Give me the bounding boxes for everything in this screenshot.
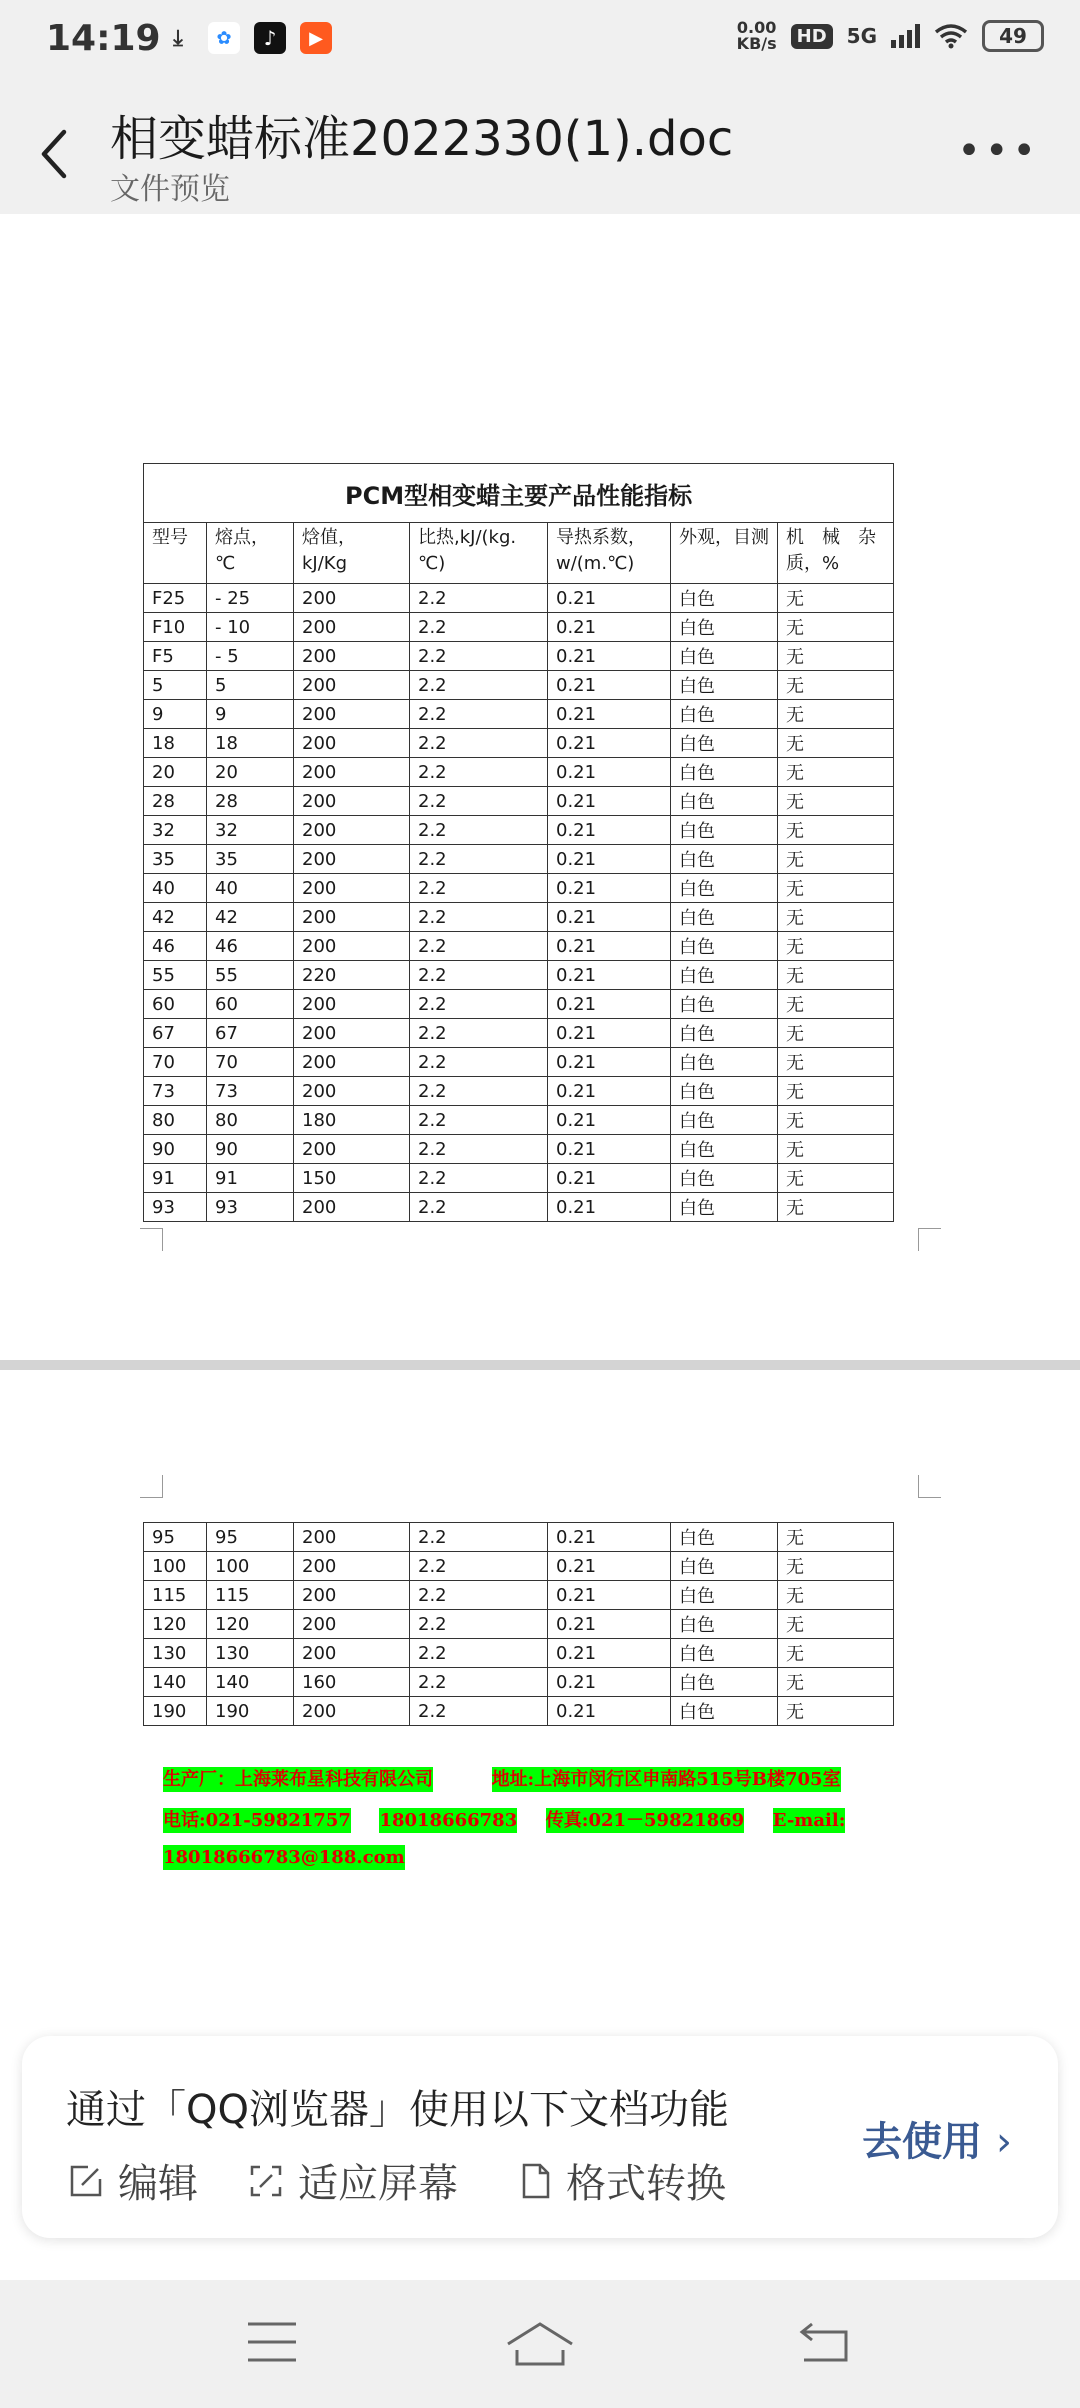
table-cell: 200 bbox=[294, 787, 410, 816]
notification-icons bbox=[162, 22, 332, 54]
mobile: 18018666783 bbox=[379, 1810, 518, 1831]
table-cell: 0.21 bbox=[548, 1523, 671, 1552]
table-cell: 0.21 bbox=[548, 1697, 671, 1726]
table-cell: 白色 bbox=[671, 1552, 778, 1581]
spec-table bbox=[143, 463, 894, 1222]
table-cell: 0.21 bbox=[548, 874, 671, 903]
chevron-left-icon[interactable] bbox=[34, 124, 74, 184]
table-cell: 无 bbox=[778, 1077, 894, 1106]
table-cell: 200 bbox=[294, 932, 410, 961]
table-row bbox=[144, 932, 894, 961]
table-cell: 2.2 bbox=[410, 845, 548, 874]
menu-icon[interactable] bbox=[246, 2320, 298, 2364]
download-icon: ⤓ bbox=[173, 25, 183, 51]
table-cell: 无 bbox=[778, 1048, 894, 1077]
table-header-row bbox=[144, 523, 894, 584]
page-divider bbox=[0, 1360, 1080, 1370]
table-cell: 32 bbox=[144, 816, 207, 845]
table-cell: 2.2 bbox=[410, 758, 548, 787]
feature-edit[interactable]: 编辑 bbox=[68, 2152, 198, 2209]
table-cell: 55 bbox=[144, 961, 207, 990]
table-cell: 0.21 bbox=[548, 1048, 671, 1077]
table-row bbox=[144, 990, 894, 1019]
table-cell: 5 bbox=[144, 671, 207, 700]
table-cell: 18 bbox=[207, 729, 294, 758]
table-row bbox=[144, 903, 894, 932]
status-time: 14:19 bbox=[46, 18, 161, 59]
table-cell: 2.2 bbox=[410, 1552, 548, 1581]
table-cell: - 25 bbox=[207, 584, 294, 613]
table-cell: 200 bbox=[294, 816, 410, 845]
table-cell: 无 bbox=[778, 787, 894, 816]
table-cell: 无 bbox=[778, 1697, 894, 1726]
table-cell: 0.21 bbox=[548, 961, 671, 990]
table-cell: 130 bbox=[144, 1639, 207, 1668]
kuaishou-icon: ▶ bbox=[300, 22, 332, 54]
table-cell: 9 bbox=[207, 700, 294, 729]
table-row bbox=[144, 874, 894, 903]
table-cell: 白色 bbox=[671, 787, 778, 816]
table-cell: 无 bbox=[778, 845, 894, 874]
table-cell: 200 bbox=[294, 1581, 410, 1610]
table-row bbox=[144, 1019, 894, 1048]
table-cell: 67 bbox=[207, 1019, 294, 1048]
table-cell: 0.21 bbox=[548, 671, 671, 700]
table-row bbox=[144, 816, 894, 845]
table-cell: 白色 bbox=[671, 584, 778, 613]
table-cell: 0.21 bbox=[548, 1639, 671, 1668]
table-cell: 无 bbox=[778, 1552, 894, 1581]
table-row bbox=[144, 671, 894, 700]
table-cell: 80 bbox=[207, 1106, 294, 1135]
table-cell: 200 bbox=[294, 903, 410, 932]
wifi-icon bbox=[934, 23, 968, 49]
table-cell: 35 bbox=[207, 845, 294, 874]
table-cell: 无 bbox=[778, 903, 894, 932]
table-row bbox=[144, 1048, 894, 1077]
table-cell: 18 bbox=[144, 729, 207, 758]
document-page-2 bbox=[0, 1370, 1080, 2030]
table-cell: 93 bbox=[207, 1193, 294, 1222]
table-cell: 0.21 bbox=[548, 1193, 671, 1222]
table-cell: 20 bbox=[207, 758, 294, 787]
table-cell: 5 bbox=[207, 671, 294, 700]
table-cell: 0.21 bbox=[548, 932, 671, 961]
table-cell: 42 bbox=[207, 903, 294, 932]
table-cell: 白色 bbox=[671, 613, 778, 642]
table-cell: 白色 bbox=[671, 1581, 778, 1610]
table-cell: 2.2 bbox=[410, 787, 548, 816]
table-row bbox=[144, 1164, 894, 1193]
table-cell: 0.21 bbox=[548, 758, 671, 787]
table-cell: 95 bbox=[207, 1523, 294, 1552]
table-cell: 白色 bbox=[671, 1106, 778, 1135]
table-cell: 200 bbox=[294, 729, 410, 758]
table-cell: 无 bbox=[778, 1610, 894, 1639]
table-cell: 2.2 bbox=[410, 584, 548, 613]
table-cell: 0.21 bbox=[548, 816, 671, 845]
table-cell: 0.21 bbox=[548, 845, 671, 874]
table-cell: 220 bbox=[294, 961, 410, 990]
table-cell: 200 bbox=[294, 845, 410, 874]
table-cell: 200 bbox=[294, 700, 410, 729]
table-cell: 200 bbox=[294, 1697, 410, 1726]
table-cell: 115 bbox=[144, 1581, 207, 1610]
5g-signal-icon: 5G bbox=[846, 24, 877, 48]
table-cell: 115 bbox=[207, 1581, 294, 1610]
table-cell: 0.21 bbox=[548, 1164, 671, 1193]
table-cell: 白色 bbox=[671, 729, 778, 758]
table-cell: 白色 bbox=[671, 874, 778, 903]
table-cell: 95 bbox=[144, 1523, 207, 1552]
table-cell: 0.21 bbox=[548, 584, 671, 613]
email-label: E-mail: bbox=[772, 1810, 846, 1831]
home-icon[interactable] bbox=[505, 2320, 575, 2366]
table-cell: 无 bbox=[778, 816, 894, 845]
table-cell: 160 bbox=[294, 1668, 410, 1697]
table-cell: 190 bbox=[207, 1697, 294, 1726]
table-row bbox=[144, 584, 894, 613]
table-cell: 60 bbox=[207, 990, 294, 1019]
table-cell: 2.2 bbox=[410, 1581, 548, 1610]
table-cell: 200 bbox=[294, 1523, 410, 1552]
edit-icon bbox=[68, 2163, 104, 2199]
table-cell: 白色 bbox=[671, 932, 778, 961]
table-cell: 70 bbox=[207, 1048, 294, 1077]
table-cell: 0.21 bbox=[548, 1077, 671, 1106]
back-icon[interactable] bbox=[798, 2320, 850, 2364]
table-cell: 0.21 bbox=[548, 613, 671, 642]
table-cell: 73 bbox=[144, 1077, 207, 1106]
table-cell: 2.2 bbox=[410, 1193, 548, 1222]
table-row bbox=[144, 1523, 894, 1552]
table-row bbox=[144, 642, 894, 671]
table-cell: 2.2 bbox=[410, 932, 548, 961]
table-cell: 白色 bbox=[671, 700, 778, 729]
table-cell: 35 bbox=[144, 845, 207, 874]
table-cell: 白色 bbox=[671, 642, 778, 671]
table-cell: 150 bbox=[294, 1164, 410, 1193]
table-cell: 2.2 bbox=[410, 1077, 548, 1106]
table-cell: 无 bbox=[778, 1639, 894, 1668]
table-row bbox=[144, 613, 894, 642]
table-cell: 无 bbox=[778, 1581, 894, 1610]
app-header bbox=[0, 84, 1080, 214]
table-cell: 无 bbox=[778, 1193, 894, 1222]
table-cell: 60 bbox=[144, 990, 207, 1019]
table-row bbox=[144, 1697, 894, 1726]
table-cell: 无 bbox=[778, 729, 894, 758]
table-cell: 200 bbox=[294, 1639, 410, 1668]
phone: 电话:021-59821757 bbox=[163, 1810, 351, 1831]
table-cell: 200 bbox=[294, 1019, 410, 1048]
table-cell: 无 bbox=[778, 1019, 894, 1048]
table-cell: 白色 bbox=[671, 816, 778, 845]
table-cell: 2.2 bbox=[410, 1639, 548, 1668]
table-cell: 无 bbox=[778, 990, 894, 1019]
table-cell: 73 bbox=[207, 1077, 294, 1106]
qq-card-title: 通过「QQ浏览器」使用以下文档功能 bbox=[66, 2087, 729, 2133]
table-cell: 2.2 bbox=[410, 613, 548, 642]
address: 地址:上海市闵行区申南路515号B楼705室 bbox=[491, 1769, 841, 1790]
table-cell: 42 bbox=[144, 903, 207, 932]
more-icon[interactable]: ••• bbox=[957, 128, 1040, 174]
table-cell: 2.2 bbox=[410, 700, 548, 729]
fit-screen-icon bbox=[248, 2163, 284, 2199]
table-cell: 无 bbox=[778, 961, 894, 990]
table-cell: 白色 bbox=[671, 671, 778, 700]
table-cell: F10 bbox=[144, 613, 207, 642]
table-cell: 0.21 bbox=[548, 642, 671, 671]
battery-icon: 49 bbox=[982, 20, 1044, 52]
table-cell: 无 bbox=[778, 874, 894, 903]
system-nav-bar bbox=[0, 2280, 1080, 2408]
contact-line-3 bbox=[163, 1847, 405, 1868]
table-cell: 白色 bbox=[671, 758, 778, 787]
app-icon: ✿ bbox=[208, 22, 240, 54]
table-cell: 0.21 bbox=[548, 1552, 671, 1581]
table-cell: 100 bbox=[144, 1552, 207, 1581]
email: 18018666783@188.com bbox=[163, 1847, 405, 1868]
table-cell: 200 bbox=[294, 671, 410, 700]
table-cell: 140 bbox=[207, 1668, 294, 1697]
table-cell: 无 bbox=[778, 642, 894, 671]
table-cell: 200 bbox=[294, 1552, 410, 1581]
page-subtitle: 文件预览 bbox=[110, 172, 230, 207]
table-cell: 2.2 bbox=[410, 1610, 548, 1639]
manufacturer: 生产厂：上海莱布星科技有限公司 bbox=[163, 1769, 433, 1790]
table-cell: 0.21 bbox=[548, 729, 671, 758]
page-corner-mark bbox=[918, 1228, 941, 1251]
table-cell: 无 bbox=[778, 1668, 894, 1697]
document-page-1 bbox=[0, 214, 1080, 1360]
table-cell: 200 bbox=[294, 642, 410, 671]
table-cell: 无 bbox=[778, 584, 894, 613]
hd-icon: HD bbox=[791, 24, 833, 49]
table-cell: 白色 bbox=[671, 845, 778, 874]
table-cell: 2.2 bbox=[410, 1697, 548, 1726]
table-row bbox=[144, 845, 894, 874]
table-cell: 2.2 bbox=[410, 642, 548, 671]
table-row bbox=[144, 1668, 894, 1697]
table-cell: 180 bbox=[294, 1106, 410, 1135]
table-header-cell: 机 械 杂质，% bbox=[778, 523, 894, 584]
table-cell: 0.21 bbox=[548, 1581, 671, 1610]
table-cell: 白色 bbox=[671, 1697, 778, 1726]
table-cell: 91 bbox=[144, 1164, 207, 1193]
table-cell: 120 bbox=[207, 1610, 294, 1639]
table-cell: 白色 bbox=[671, 1610, 778, 1639]
fax: 传真:021－59821869 bbox=[545, 1810, 745, 1831]
table-cell: 2.2 bbox=[410, 1523, 548, 1552]
document-icon bbox=[520, 2163, 552, 2199]
table-header-cell: 焓值，kJ/Kg bbox=[294, 523, 410, 584]
table-cell: 白色 bbox=[671, 1193, 778, 1222]
table-row bbox=[144, 1193, 894, 1222]
table-row bbox=[144, 1106, 894, 1135]
table-cell: 白色 bbox=[671, 1077, 778, 1106]
table-cell: 2.2 bbox=[410, 729, 548, 758]
table-row bbox=[144, 961, 894, 990]
page-corner-mark bbox=[140, 1228, 163, 1251]
table-cell: 200 bbox=[294, 584, 410, 613]
table-cell: 200 bbox=[294, 1193, 410, 1222]
table-cell: 200 bbox=[294, 1610, 410, 1639]
table-cell: 32 bbox=[207, 816, 294, 845]
table-cell: 白色 bbox=[671, 1019, 778, 1048]
table-cell: 90 bbox=[207, 1135, 294, 1164]
table-cell: 白色 bbox=[671, 1164, 778, 1193]
page-corner-mark bbox=[918, 1475, 941, 1498]
table-cell: 200 bbox=[294, 874, 410, 903]
table-row bbox=[144, 1077, 894, 1106]
table-cell: 140 bbox=[144, 1668, 207, 1697]
table-header-cell: 导热系数，w/(m.℃) bbox=[548, 523, 671, 584]
tiktok-icon: ♪ bbox=[254, 22, 286, 54]
table-cell: 200 bbox=[294, 613, 410, 642]
table-cell: 55 bbox=[207, 961, 294, 990]
table-header-cell: 外观，目测 bbox=[671, 523, 778, 584]
chevron-right-icon: › bbox=[996, 2119, 1012, 2165]
table-cell: 2.2 bbox=[410, 1135, 548, 1164]
table-row bbox=[144, 1610, 894, 1639]
table-cell: 无 bbox=[778, 758, 894, 787]
table-cell: 46 bbox=[207, 932, 294, 961]
table-cell: 0.21 bbox=[548, 1135, 671, 1164]
table-cell: 28 bbox=[207, 787, 294, 816]
table-cell: 白色 bbox=[671, 961, 778, 990]
table-cell: 190 bbox=[144, 1697, 207, 1726]
table-header-cell: 型号 bbox=[144, 523, 207, 584]
table-cell: 2.2 bbox=[410, 1019, 548, 1048]
table-cell: 无 bbox=[778, 700, 894, 729]
table-header-cell: 比热,kJ/(kg.℃) bbox=[410, 523, 548, 584]
table-cell: 白色 bbox=[671, 903, 778, 932]
page-title: 相变蜡标准2022330(1).doc bbox=[110, 111, 734, 167]
table-cell: 白色 bbox=[671, 990, 778, 1019]
table-cell: 白色 bbox=[671, 1135, 778, 1164]
signal-bars-icon bbox=[891, 24, 920, 48]
table-cell: 无 bbox=[778, 932, 894, 961]
page-corner-mark bbox=[140, 1475, 163, 1498]
table-cell: 67 bbox=[144, 1019, 207, 1048]
table-cell: 0.21 bbox=[548, 1019, 671, 1048]
table-cell: 0.21 bbox=[548, 1106, 671, 1135]
table-cell: 0.21 bbox=[548, 700, 671, 729]
table-cell: 无 bbox=[778, 1523, 894, 1552]
table-cell: 130 bbox=[207, 1639, 294, 1668]
table-cell: 40 bbox=[144, 874, 207, 903]
contact-line-1 bbox=[163, 1765, 841, 1791]
status-bar bbox=[0, 0, 1080, 84]
spec-table-continued bbox=[143, 1522, 894, 1726]
table-cell: 2.2 bbox=[410, 671, 548, 700]
table-cell: 200 bbox=[294, 1048, 410, 1077]
table-cell: 200 bbox=[294, 990, 410, 1019]
table-cell: 白色 bbox=[671, 1523, 778, 1552]
table-cell: 2.2 bbox=[410, 903, 548, 932]
table-cell: 2.2 bbox=[410, 816, 548, 845]
table-cell: F5 bbox=[144, 642, 207, 671]
table-cell: 28 bbox=[144, 787, 207, 816]
contact-line-2 bbox=[163, 1806, 845, 1832]
table-cell: 200 bbox=[294, 758, 410, 787]
table-cell: 100 bbox=[207, 1552, 294, 1581]
table-cell: 0.21 bbox=[548, 990, 671, 1019]
table-row bbox=[144, 787, 894, 816]
table-title: PCM型相变蜡主要产品性能指标 bbox=[144, 464, 894, 523]
table-cell: - 10 bbox=[207, 613, 294, 642]
table-cell: - 5 bbox=[207, 642, 294, 671]
table-cell: 白色 bbox=[671, 1048, 778, 1077]
table-cell: 80 bbox=[144, 1106, 207, 1135]
net-speed: 0.00 KB/s bbox=[736, 18, 777, 53]
table-cell: 0.21 bbox=[548, 1668, 671, 1697]
table-cell: 无 bbox=[778, 1164, 894, 1193]
table-row bbox=[144, 1135, 894, 1164]
table-row bbox=[144, 729, 894, 758]
table-cell: F25 bbox=[144, 584, 207, 613]
table-cell: 2.2 bbox=[410, 1164, 548, 1193]
table-cell: 40 bbox=[207, 874, 294, 903]
table-header-cell: 熔点，℃ bbox=[207, 523, 294, 584]
feature-fit-screen[interactable]: 适应屏幕 bbox=[248, 2152, 458, 2209]
table-cell: 2.2 bbox=[410, 990, 548, 1019]
table-cell: 2.2 bbox=[410, 874, 548, 903]
table-cell: 无 bbox=[778, 613, 894, 642]
table-cell: 0.21 bbox=[548, 1610, 671, 1639]
qq-browser-card[interactable] bbox=[22, 2036, 1058, 2238]
table-cell: 20 bbox=[144, 758, 207, 787]
table-cell: 70 bbox=[144, 1048, 207, 1077]
table-cell: 93 bbox=[144, 1193, 207, 1222]
table-cell: 2.2 bbox=[410, 1668, 548, 1697]
table-cell: 200 bbox=[294, 1135, 410, 1164]
table-row bbox=[144, 700, 894, 729]
feature-format-convert[interactable]: 格式转换 bbox=[520, 2152, 726, 2209]
table-cell: 无 bbox=[778, 671, 894, 700]
table-cell: 0.21 bbox=[548, 787, 671, 816]
table-cell: 无 bbox=[778, 1106, 894, 1135]
table-cell: 2.2 bbox=[410, 961, 548, 990]
table-row bbox=[144, 758, 894, 787]
table-cell: 46 bbox=[144, 932, 207, 961]
table-cell: 无 bbox=[778, 1135, 894, 1164]
table-row bbox=[144, 1581, 894, 1610]
table-cell: 白色 bbox=[671, 1668, 778, 1697]
table-cell: 200 bbox=[294, 1077, 410, 1106]
table-cell: 90 bbox=[144, 1135, 207, 1164]
go-use-button[interactable]: 去使用 › bbox=[862, 2119, 1012, 2165]
table-cell: 2.2 bbox=[410, 1048, 548, 1077]
table-cell: 白色 bbox=[671, 1639, 778, 1668]
table-cell: 91 bbox=[207, 1164, 294, 1193]
table-cell: 120 bbox=[144, 1610, 207, 1639]
table-row bbox=[144, 1639, 894, 1668]
table-cell: 2.2 bbox=[410, 1106, 548, 1135]
table-cell: 9 bbox=[144, 700, 207, 729]
table-row bbox=[144, 1552, 894, 1581]
table-cell: 0.21 bbox=[548, 903, 671, 932]
